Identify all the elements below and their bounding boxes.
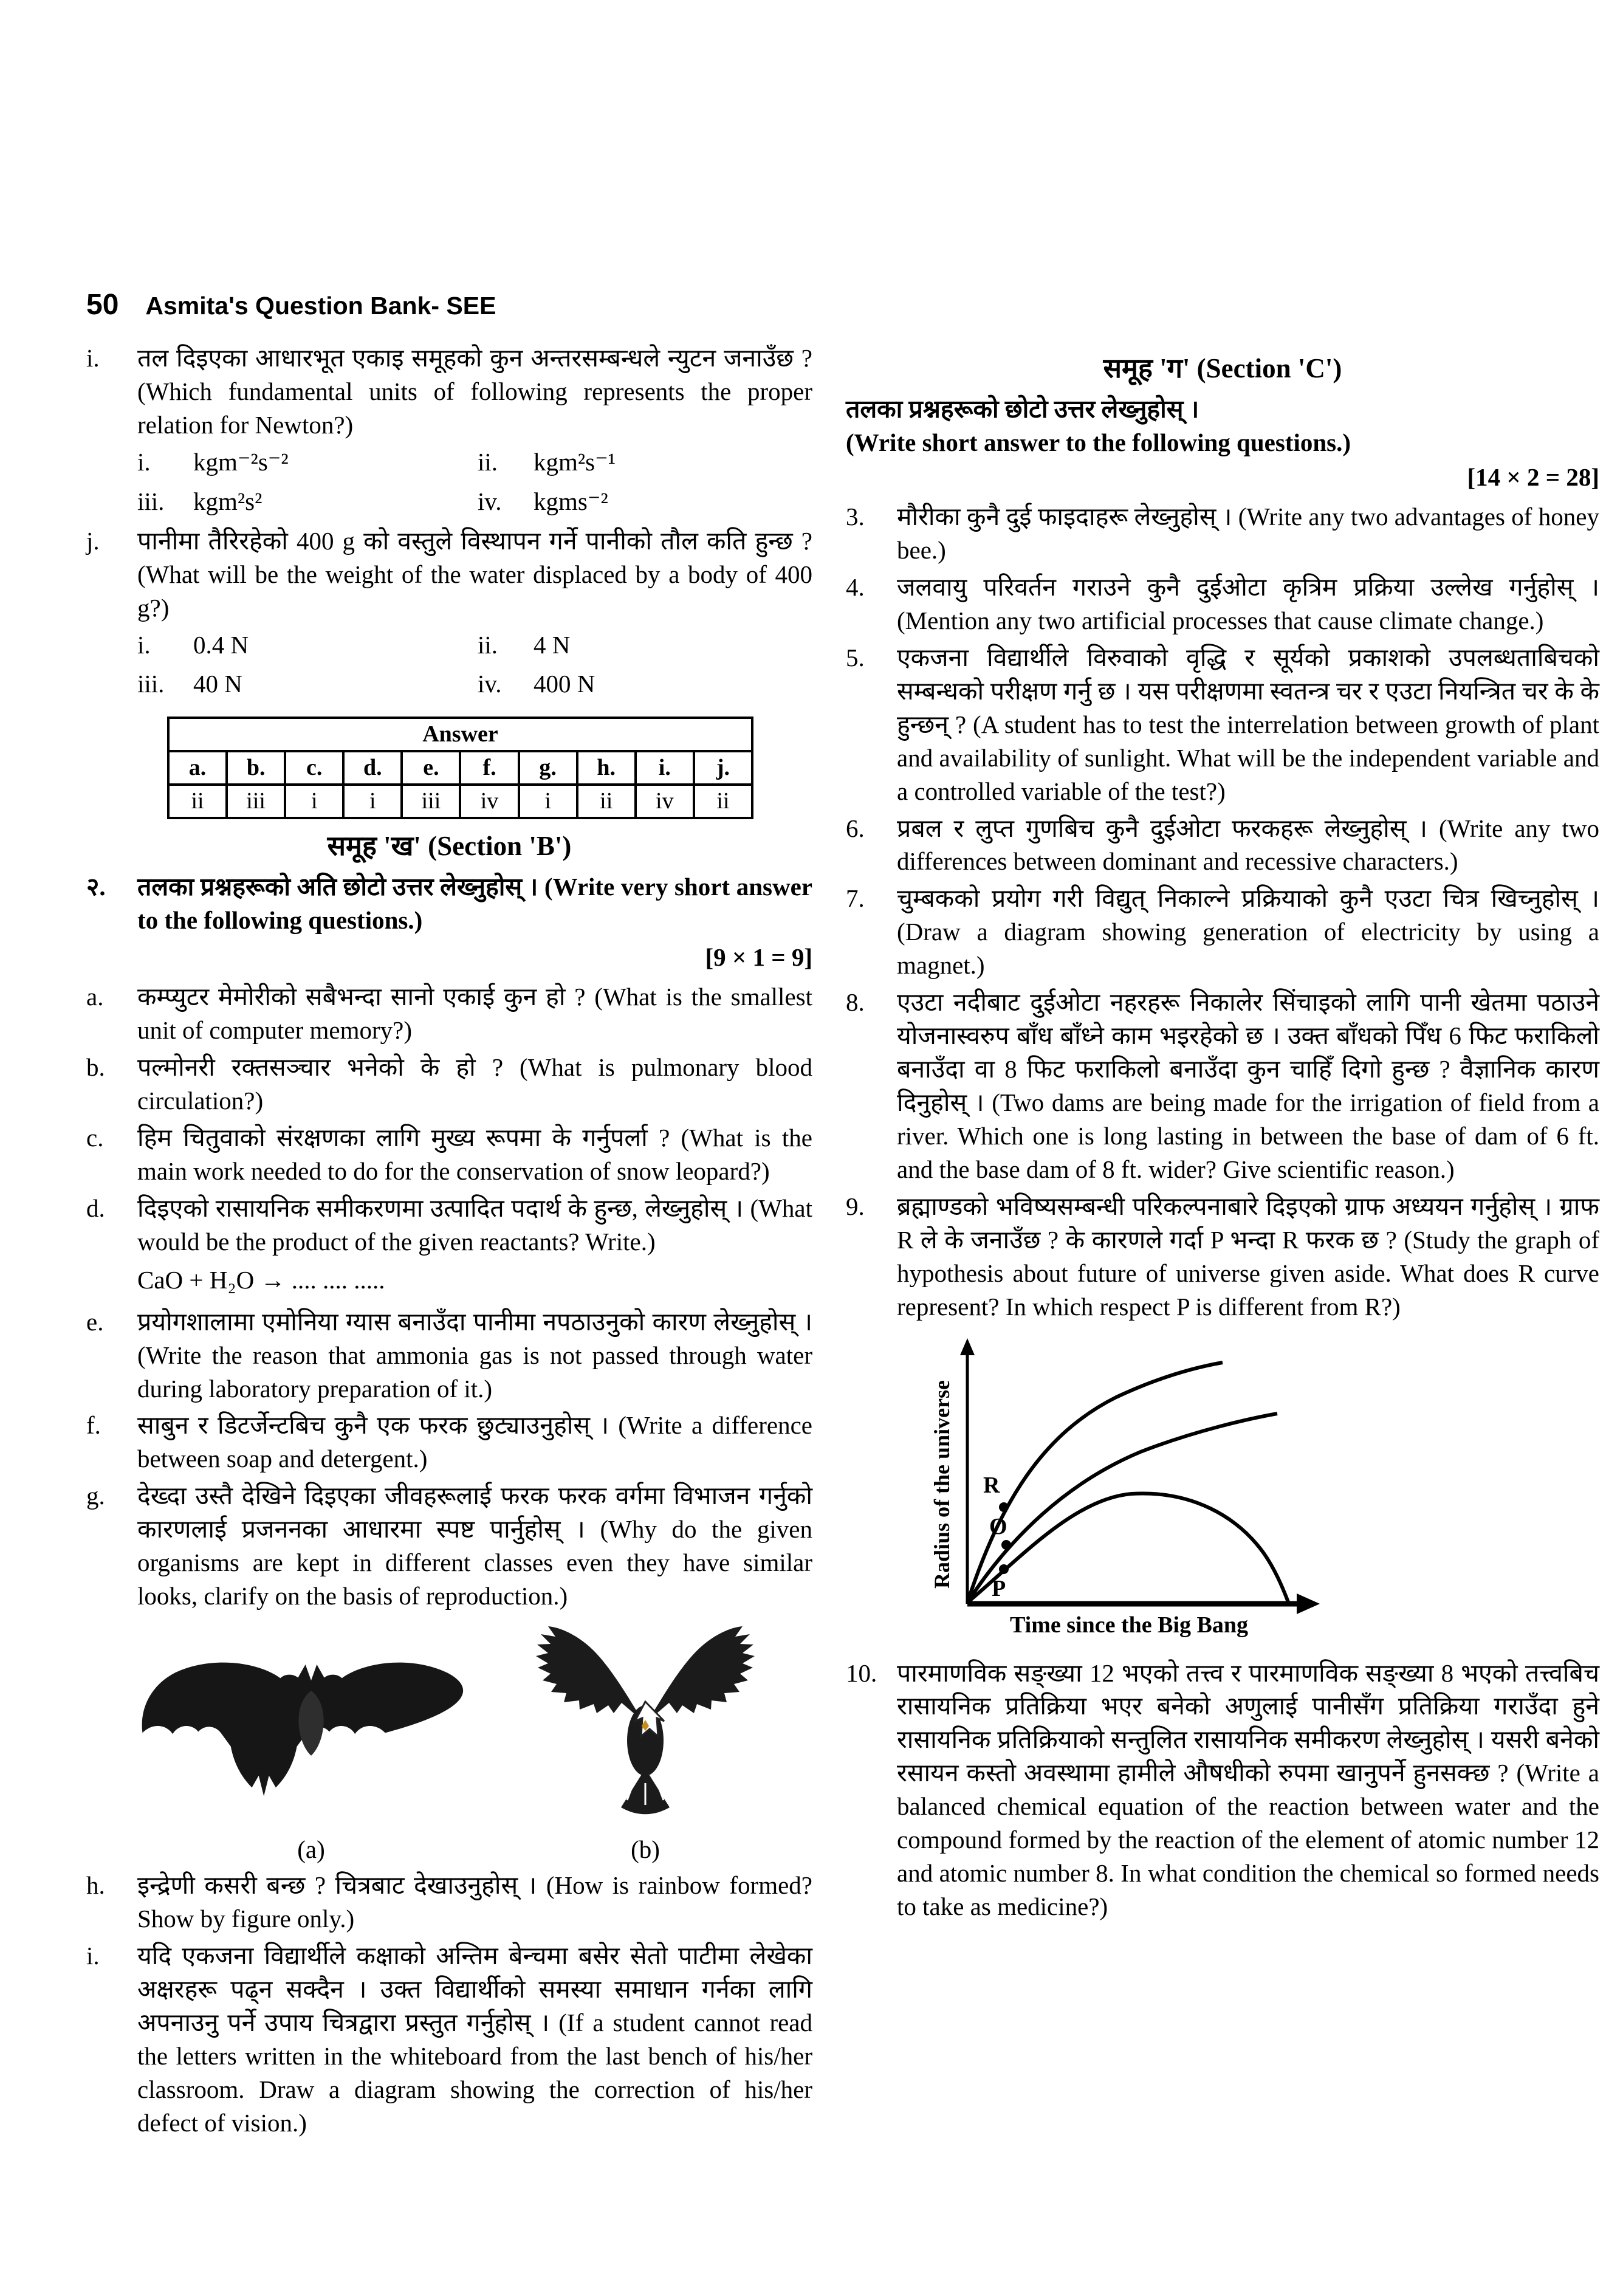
question-label: 10. (846, 1658, 877, 1687)
question-text: हिम चितुवाको संरक्षणका लागि मुख्य रूपमा के गर्नुपर्ला ? (What is the main work needed to do for the conservation of snow leopard?) (137, 1123, 812, 1185)
answer-table-title-row (168, 718, 752, 751)
question-b (86, 1051, 812, 1118)
organism-figures (129, 1624, 812, 1866)
section-c-intro-nepali: तलका प्रश्नहरूको छोटो उत्तर लेख्नुहोस् । (846, 395, 1199, 424)
universe-graph (931, 1333, 1599, 1646)
question-label: 7. (846, 884, 865, 913)
question-label: e. (86, 1307, 104, 1336)
question-label: g. (86, 1482, 105, 1510)
answer-col: j. (694, 751, 752, 785)
question-i-vision (86, 1939, 812, 2140)
question-label: 3. (846, 503, 865, 531)
question-label: 9. (846, 1192, 865, 1220)
curve-label-R: R (983, 1472, 1000, 1498)
question-text: एउटा नदीबाट दुईओटा नहरहरू निकालेर सिंचाइको लागि पानी खेतमा पठाउने योजनास्वरुप बाँध बाँध्ने काम भइरहेको छ । उक्त बाँधको पिँध 6 फिट फराकिलो बनाउँदा वा 8 फिट फराकिलो बनाउँदा कुन चाहिँ दिगो हुन्छ ? वैज्ञानिक कारण दिनुहोस् । (Two dams are being made for the irrigation of field from a river. Which one is long lasting in between the base of dam of 6 ft. and the base dam of 8 ft. wider? Give scientific reason.) (897, 988, 1599, 1183)
answer-value: i (343, 785, 402, 818)
question-7 (846, 882, 1599, 982)
question-2 (86, 870, 812, 937)
answer-col: c. (285, 751, 343, 785)
answer-value: iii (227, 785, 285, 818)
option (137, 628, 478, 662)
question-8 (846, 986, 1599, 1186)
option-value: 40 N (193, 670, 242, 698)
option (137, 667, 478, 701)
answer-col: b. (227, 751, 285, 785)
answer-value: iv (460, 785, 518, 818)
page-header (86, 286, 496, 325)
point-on-P (999, 1564, 1009, 1574)
option (478, 485, 812, 518)
answer-value: i (285, 785, 343, 818)
answer-table-letters-row (168, 751, 752, 785)
marks-9x1: [9 × 1 = 9] (705, 943, 812, 972)
question-label: i. (86, 1941, 100, 1970)
answer-value: iii (402, 785, 460, 818)
question-text: इन्द्रेणी कसरी बन्छ ? चित्रबाट देखाउनुहोस् । (How is rainbow formed? Show by figure only.) (137, 1871, 812, 1933)
y-axis-arrow (960, 1338, 975, 1355)
question-text: एकजना विद्यार्थीले विरुवाको वृद्धि र सूर्यको प्रकाशको उपलब्धताबिचको सम्बन्धको परीक्षण गर्नु छ । यस परीक्षणमा स्वतन्त्र चर र एउटा नियन्त्रित चर के के हुन्छन् ? (A student has to test the interrelation between growth of plant and availability of sunlight. What will be the independent variable and a controlled variable of the test?) (897, 643, 1599, 805)
option-value: kgm²s² (193, 487, 262, 515)
answer-value: ii (168, 785, 227, 818)
question-f (86, 1409, 812, 1476)
answer-col: h. (577, 751, 636, 785)
question-text: मौरीका कुनै दुई फाइदाहरू लेख्नुहोस् । (Write any two advantages of honey bee.) (897, 503, 1599, 565)
option-label: iii. (137, 487, 165, 515)
option-label: iv. (478, 487, 502, 515)
question-text: दिइएको रासायनिक समीकरणमा उत्पादित पदार्थ के हुन्छ, लेख्नुहोस् । (What would be the product of the given reactants? Write.) (137, 1194, 812, 1256)
option-value: kgm⁻²s⁻² (193, 447, 289, 476)
curve-O (967, 1414, 1277, 1603)
option (137, 445, 478, 479)
universe-graph-plot (931, 1333, 1356, 1637)
curve-label-P: P (992, 1575, 1006, 1601)
question-label: २. (86, 873, 106, 901)
question-5 (846, 641, 1599, 808)
question-label: d. (86, 1194, 105, 1222)
point-on-R (999, 1502, 1009, 1512)
option-label: ii. (478, 447, 498, 476)
section-c-heading: समूह 'ग' (Section 'C') (1103, 353, 1342, 383)
answer-table (167, 717, 753, 819)
question-text: ब्रह्माण्डको भविष्यसम्बन्धी परिकल्पनाबारे दिइएको ग्राफ अध्ययन गर्नुहोस् । ग्राफ R ले के जनाउँछ ? के कारणले गर्दा P भन्दा R फरक छ ? (Study the graph of hypothesis about future of universe given aside. What does R curve represent? In which respect P is different from R?) (897, 1192, 1599, 1321)
answer-value: iv (636, 785, 694, 818)
question-3 (846, 500, 1599, 567)
curve-P (967, 1493, 1288, 1603)
option (478, 445, 812, 479)
question-text: कम्प्युटर मेमोरीको सबैभन्दा सानो एकाई कुन हो ? (What is the smallest unit of computer memory?) (137, 983, 812, 1045)
question-label: 4. (846, 572, 865, 601)
question-text: देख्दा उस्तै देखिने दिइएका जीवहरूलाई फरक फरक वर्गमा विभाजन गर्नुको कारणलाई प्रजननका आधारमा स्पष्ट पार्नुहोस् । (Why do the given organisms are kept in different classes even they have similar looks, clarify on the basis of reproduction.) (137, 1482, 812, 1610)
answer-table-title: Answer (168, 718, 752, 751)
answer-col: f. (460, 751, 518, 785)
question-4 (846, 571, 1599, 638)
question-g (86, 1479, 812, 1613)
option (478, 628, 812, 662)
question-text: जलवायु परिवर्तन गराउने कुनै दुईओटा कृत्रिम प्रक्रिया उल्लेख गर्नुहोस् । (Mention any two artificial processes that cause climate change.) (897, 572, 1599, 634)
answer-value: ii (577, 785, 636, 818)
question-text: पारमाणविक सङ्ख्या 12 भएको तत्त्व र पारमाणविक सङ्ख्या 8 भएको तत्त्वबिच रासायनिक प्रतिक्रिया भएर बनेको अणुलाई पानीसँग प्रतिक्रिया गराउँदा हुने रासायनिक प्रतिक्रियाको सन्तुलित रासायनिक समीकरण लेख्नुहोस् । यसरी बनेको रसायन कस्तो अवस्थामा हामीले औषधीको रुपमा खानुपर्ने हुनसक्छ ? (Write a balanced chemical equation of the reaction between water and the compound formed by the reaction of the element of atomic number 12 and atomic number 8. In what condition the chemical so formed needs to take as medicine?) (897, 1658, 1599, 1921)
x-axis-label: Time since the Big Bang (1010, 1612, 1248, 1637)
question-label: a. (86, 983, 104, 1011)
question-label: h. (86, 1871, 105, 1900)
option-value: kgm²s⁻¹ (534, 447, 616, 476)
option (478, 667, 812, 701)
question-text: तलका प्रश्नहरूको अति छोटो उत्तर लेख्नुहोस् । (Write very short answer to the following questions.) (137, 873, 812, 935)
option-label: i. (137, 447, 151, 476)
weight-options-row-1 (86, 628, 812, 662)
section-c-intro-english: (Write short answer to the following questions.) (846, 428, 1351, 457)
option-value: 4 N (534, 630, 571, 659)
option-label: iii. (137, 670, 165, 698)
answer-table-values-row (168, 785, 752, 818)
chemical-equation: CaO + H₂O → .... .... ..... (137, 1265, 385, 1294)
option (137, 485, 478, 518)
curve-label-O: O (989, 1513, 1007, 1539)
answer-col: a. (168, 751, 227, 785)
question-e (86, 1305, 812, 1406)
question-j (86, 524, 812, 625)
answer-col: g. (519, 751, 577, 785)
question-6 (846, 812, 1599, 879)
answer-value: ii (694, 785, 752, 818)
book-title: Asmita's Question Bank- SEE (145, 292, 496, 320)
weight-options-row-2 (86, 667, 812, 701)
question-label: c. (86, 1123, 104, 1152)
option-label: iv. (478, 670, 502, 698)
question-text: यदि एकजना विद्यार्थीले कक्षाको अन्तिम बेन्चमा बसेर सेतो पाटीमा लेखेका अक्षरहरू पढ्न सक्दैन । उक्त विद्यार्थीको समस्या समाधान गर्नका लागि अपनाउनु पर्ने उपाय चित्रद्वारा प्रस्तुत गर्नुहोस् । (If a student cannot read the letters written in the whiteboard from the last bench of his/her classroom. Draw a diagram showing the correction of his/her defect of vision.) (137, 1941, 812, 2137)
answer-col: d. (343, 751, 402, 785)
question-text: पानीमा तैरिरहेको 400 g को वस्तुले विस्थापन गर्ने पानीको तौल कति हुन्छ ? (What will be the weight of the water displaced by a body of 400 g?) (137, 526, 812, 622)
question-i (86, 342, 812, 442)
bat-image (129, 1648, 493, 1824)
question-d (86, 1192, 812, 1259)
question-c (86, 1121, 812, 1188)
option-value: 400 N (534, 670, 595, 698)
question-text: प्रयोगशालामा एमोनिया ग्यास बनाउँदा पानीमा नपठाउनुको कारण लेख्नुहोस् । (Write the reason that ammonia gas is not passed through water during laboratory preparation of it.) (137, 1307, 812, 1403)
question-9 (846, 1190, 1599, 1324)
question-10 (846, 1657, 1599, 1924)
eagle-image (530, 1624, 761, 1824)
question-label: 6. (846, 814, 865, 842)
figure-a-label: (a) (297, 1835, 325, 1864)
question-text: प्रबल र लुप्त गुणबिच कुनै दुईओटा फरकहरू लेख्नुहोस् । (Write any two differences between dominant and recessive characters.) (897, 814, 1599, 876)
question-a (86, 980, 812, 1047)
question-label: 5. (846, 643, 865, 672)
question-text: साबुन र डिटर्जेन्टबिच कुनै एक फरक छुट्याउनुहोस् । (Write a difference between soap and detergent.) (137, 1411, 812, 1473)
answer-col: e. (402, 751, 460, 785)
question-text: पल्मोनरी रक्तसञ्चार भनेको के हो ? (What is pulmonary blood circulation?) (137, 1053, 812, 1115)
option-label: i. (137, 630, 151, 659)
marks-14x2: [14 × 2 = 28] (1467, 463, 1599, 492)
question-label: 8. (846, 988, 865, 1017)
question-text: तल दिइएका आधारभूत एकाइ समूहको कुन अन्तरसम्बन्धले न्युटन जनाउँछ ? (Which fundamental units of following represents the proper relation for Newton?) (137, 344, 812, 439)
y-axis-label: Radius of the universe (931, 1380, 954, 1589)
option-value: kgms⁻² (534, 487, 608, 515)
question-label: j. (86, 526, 100, 555)
section-b-heading: समूह 'ख' (Section 'B') (327, 831, 572, 862)
page-number: 50 (86, 289, 119, 321)
question-h (86, 1869, 812, 1936)
option-value: 0.4 N (193, 630, 249, 659)
figure-a (129, 1648, 493, 1866)
x-axis-arrow (1297, 1593, 1320, 1614)
question-label: i. (86, 344, 100, 372)
point-on-O (1001, 1540, 1011, 1550)
newton-options-row-2 (86, 485, 812, 518)
right-column (846, 342, 1599, 1927)
left-column (86, 342, 812, 2143)
option-label: ii. (478, 630, 498, 659)
answer-value: i (519, 785, 577, 818)
question-label: f. (86, 1411, 101, 1440)
newton-options-row-1 (86, 445, 812, 479)
question-label: b. (86, 1053, 105, 1082)
answer-col: i. (636, 751, 694, 785)
question-text: चुम्बकको प्रयोग गरी विद्युत् निकाल्ने प्रक्रियाको कुनै एउटा चित्र खिच्नुहोस् । (Draw a diagram showing generation of electricity by using a magnet.) (897, 884, 1599, 980)
figure-b (530, 1624, 761, 1866)
figure-b-label: (b) (631, 1835, 660, 1864)
